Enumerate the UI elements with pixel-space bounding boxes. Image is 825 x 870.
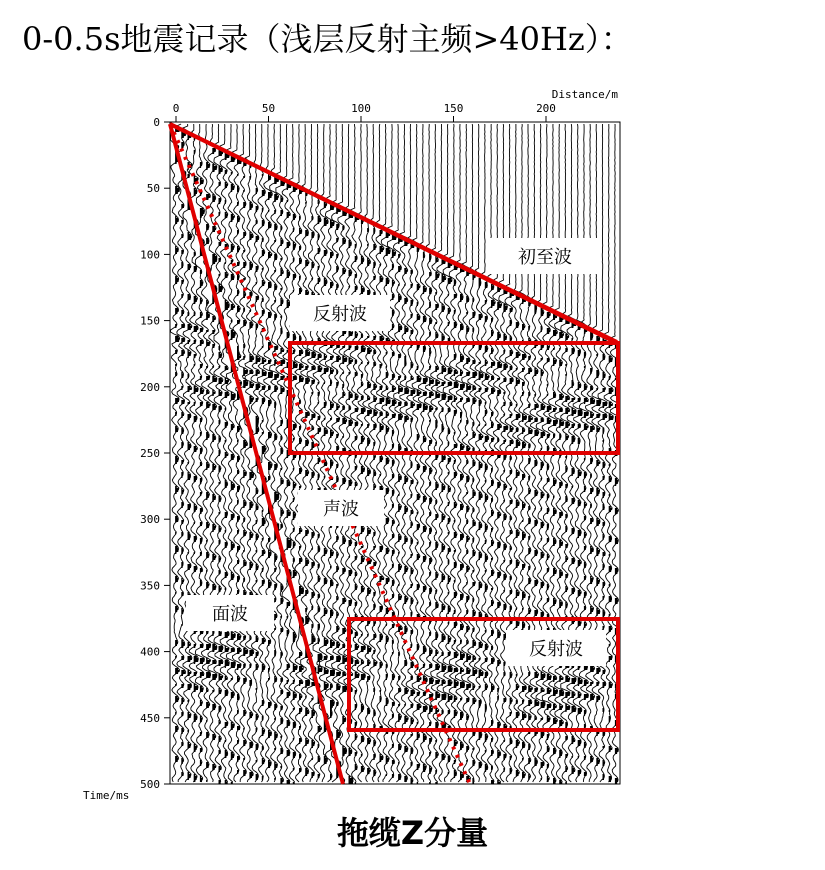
figure-title: 0-0.5s地震记录（浅层反射主频>40Hz）： xyxy=(22,20,633,58)
y-tick-label: 200 xyxy=(140,380,160,394)
x-tick-label: 100 xyxy=(351,102,371,115)
x-tick-label: 50 xyxy=(261,102,276,115)
y-tick-label: 350 xyxy=(140,579,160,593)
label-surface: 面波 xyxy=(212,604,248,625)
x-tick-label: 200 xyxy=(536,102,556,115)
label-reflection-upper: 反射波 xyxy=(313,304,367,325)
x-axis-ticks xyxy=(173,102,556,122)
x-tick-label: 150 xyxy=(443,102,464,115)
figure-caption: 拖缆Z分量 xyxy=(336,814,489,852)
y-tick-label: 400 xyxy=(140,645,160,659)
label-acoustic: 声波 xyxy=(323,499,359,520)
y-axis-label: Time/ms xyxy=(83,789,130,802)
y-tick-label: 500 xyxy=(140,778,160,791)
y-tick-label: 0 xyxy=(153,116,160,129)
y-tick-label: 450 xyxy=(140,711,160,725)
x-axis-label: Distance/m xyxy=(551,88,618,101)
label-first-arrival: 初至波 xyxy=(518,247,572,268)
y-tick-label: 150 xyxy=(140,314,160,328)
y-tick-label: 300 xyxy=(140,513,160,527)
x-tick-label: 0 xyxy=(172,102,180,115)
y-axis-ticks xyxy=(140,116,170,791)
y-tick-label: 250 xyxy=(140,447,160,460)
y-tick-label: 50 xyxy=(146,182,160,196)
y-tick-label: 100 xyxy=(140,248,160,262)
label-reflection-lower: 反射波 xyxy=(529,639,583,660)
